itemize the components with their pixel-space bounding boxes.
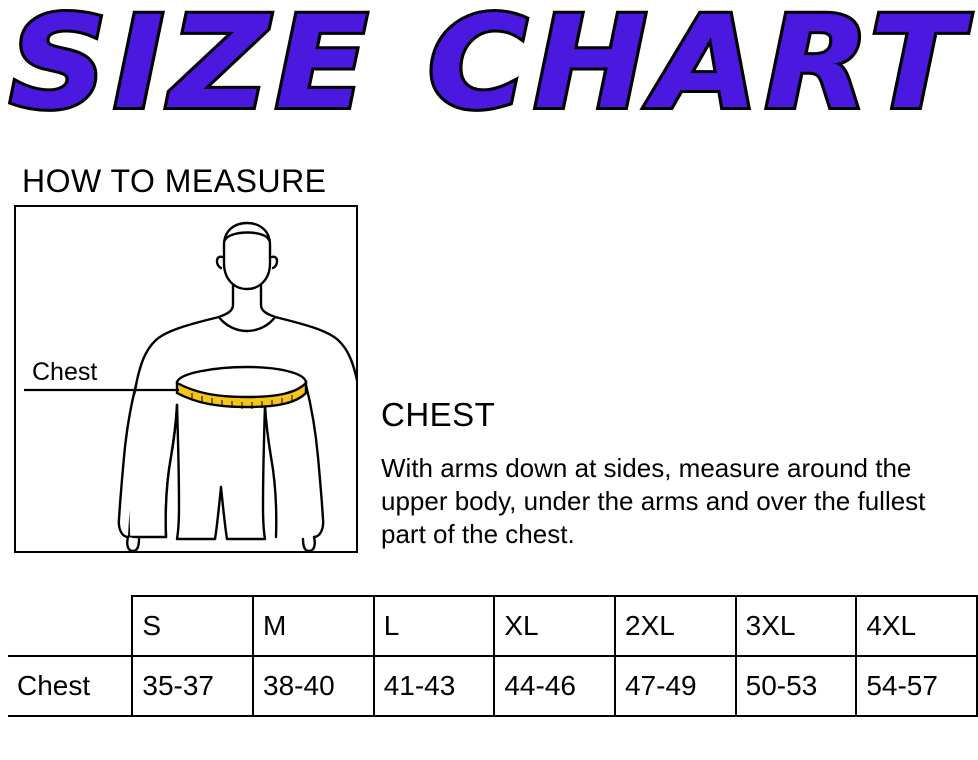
cell-chest-m: 38-40 — [253, 656, 374, 716]
header-corner-cell — [8, 596, 132, 656]
how-to-measure-heading: HOW TO MEASURE — [22, 163, 327, 199]
table-header-row — [8, 596, 977, 656]
header-cell-2xl: 2XL — [615, 596, 736, 656]
tape-measure-icon — [177, 367, 306, 409]
cell-chest-2xl: 47-49 — [615, 656, 736, 716]
cell-chest-l: 41-43 — [374, 656, 495, 716]
figure-chest-label: Chest — [32, 358, 98, 386]
header-cell-l: L — [374, 596, 495, 656]
description-body: With arms down at sides, measure around the upper body, under the arms and over the fullest part of the chest. — [381, 453, 926, 549]
cell-chest-3xl: 50-53 — [736, 656, 857, 716]
header-cell-xl: XL — [494, 596, 615, 656]
cell-chest-4xl: 54-57 — [856, 656, 977, 716]
header-cell-m: M — [253, 596, 374, 656]
size-chart-table — [8, 595, 978, 717]
description-heading: CHEST — [381, 396, 496, 433]
header-cell-s: S — [132, 596, 253, 656]
header-cell-4xl: 4XL — [856, 596, 977, 656]
cell-chest-xl: 44-46 — [494, 656, 615, 716]
cell-chest-s: 35-37 — [132, 656, 253, 716]
row-label-chest: Chest — [8, 656, 132, 716]
page-title: SIZE CHART — [9, 0, 969, 138]
table-row — [8, 656, 977, 716]
header-cell-3xl: 3XL — [736, 596, 857, 656]
